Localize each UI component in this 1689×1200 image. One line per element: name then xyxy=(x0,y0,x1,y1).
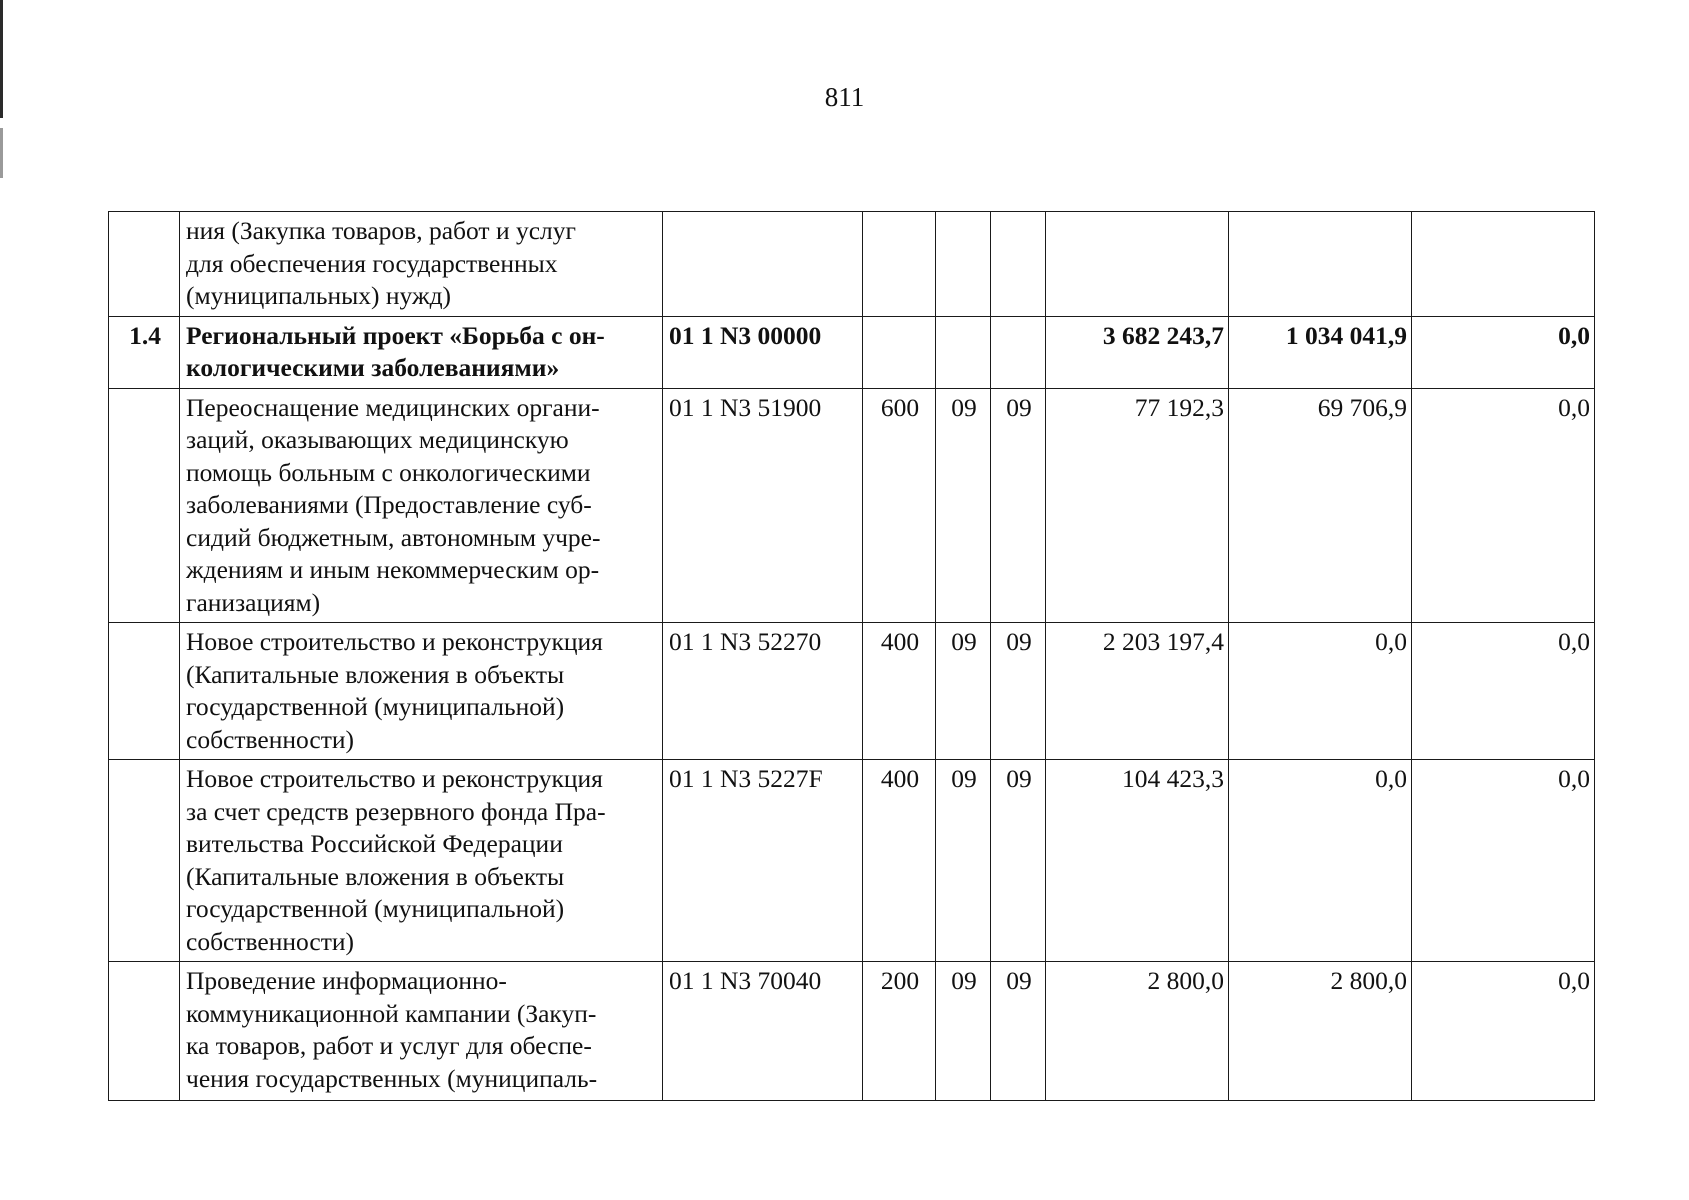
description-line: (муниципальных) нужд) xyxy=(186,281,452,310)
section-cell: 09 xyxy=(936,388,991,623)
description-line: заций, оказывающих медицинскую xyxy=(186,425,569,454)
section-cell: 09 xyxy=(936,760,991,962)
description-line: кологическими заболеваниями» xyxy=(186,353,560,382)
row-number-cell xyxy=(109,212,180,317)
expense-type-cell: 400 xyxy=(863,760,936,962)
description-line: собственности) xyxy=(186,926,354,956)
target-code-cell: 01 1 N3 52270 xyxy=(663,623,863,760)
table-row xyxy=(109,623,1595,760)
amount-year3-cell: 0,0 xyxy=(1412,316,1595,388)
subsection-cell xyxy=(991,316,1046,388)
subsection-cell: 09 xyxy=(991,760,1046,962)
row-number-cell xyxy=(109,623,180,760)
expense-type-cell: 400 xyxy=(863,623,936,760)
section-cell xyxy=(936,212,991,317)
description-line: чения государственных (муниципаль- xyxy=(186,1063,598,1093)
target-code-cell: 01 1 N3 70040 xyxy=(663,962,863,1101)
table-row xyxy=(109,962,1595,1101)
amount-year1-cell xyxy=(1046,212,1229,317)
description-line: ганизациям) xyxy=(186,587,321,617)
amount-year3-cell: 0,0 xyxy=(1412,760,1595,962)
description-line: (Капитальные вложения в объекты xyxy=(186,659,565,689)
amount-year1-cell: 77 192,3 xyxy=(1046,388,1229,623)
table-row xyxy=(109,388,1595,623)
row-number-cell: 1.4 xyxy=(109,316,180,388)
description-line: ния (Закупка товаров, работ и услуг xyxy=(186,216,576,245)
section-cell: 09 xyxy=(936,623,991,760)
description-line: собственности) xyxy=(186,724,354,754)
description-line: государственной (муниципальной) xyxy=(186,894,565,923)
amount-year1-cell: 2 800,0 xyxy=(1046,962,1229,1101)
description-line: сидий бюджетным, автономным учре- xyxy=(186,522,601,552)
amount-year2-cell: 2 800,0 xyxy=(1229,962,1412,1101)
description-line: Региональный проект «Борьба с он- xyxy=(186,320,605,350)
section-cell: 09 xyxy=(936,962,991,1101)
description-line: для обеспечения государственных xyxy=(186,248,558,278)
subsection-cell: 09 xyxy=(991,388,1046,623)
target-code-cell xyxy=(663,212,863,317)
table-body xyxy=(109,212,1595,1101)
amount-year1-cell: 104 423,3 xyxy=(1046,760,1229,962)
description-cell xyxy=(180,623,663,760)
description-line: государственной (муниципальной) xyxy=(186,692,565,721)
amount-year2-cell: 1 034 041,9 xyxy=(1229,316,1412,388)
expense-type-cell xyxy=(863,212,936,317)
row-number-cell xyxy=(109,760,180,962)
description-line: Новое строительство и реконструкция xyxy=(186,627,603,656)
description-line: ка товаров, работ и услуг для обеспе- xyxy=(186,1031,592,1060)
budget-table xyxy=(108,211,1595,1101)
description-line: коммуникационной кампании (Закуп- xyxy=(186,998,597,1028)
description-cell xyxy=(180,212,663,317)
target-code-cell: 01 1 N3 5227F xyxy=(663,760,863,962)
scan-edge-mark-lower xyxy=(0,128,3,178)
description-cell xyxy=(180,388,663,623)
target-code-cell: 01 1 N3 51900 xyxy=(663,388,863,623)
amount-year3-cell: 0,0 xyxy=(1412,623,1595,760)
subsection-cell: 09 xyxy=(991,962,1046,1101)
row-number-cell xyxy=(109,388,180,623)
amount-year2-cell: 0,0 xyxy=(1229,760,1412,962)
expense-type-cell: 600 xyxy=(863,388,936,623)
table-row xyxy=(109,212,1595,317)
description-line: Переоснащение медицинских органи- xyxy=(186,392,600,422)
table-row xyxy=(109,760,1595,962)
target-code-cell: 01 1 N3 00000 xyxy=(663,316,863,388)
description-line: заболеваниями (Предоставление суб- xyxy=(186,490,592,519)
amount-year2-cell: 69 706,9 xyxy=(1229,388,1412,623)
description-line: вительства Российской Федерации xyxy=(186,829,563,858)
amount-year3-cell: 0,0 xyxy=(1412,388,1595,623)
amount-year3-cell: 0,0 xyxy=(1412,962,1595,1101)
row-number-cell xyxy=(109,962,180,1101)
amount-year2-cell: 0,0 xyxy=(1229,623,1412,760)
page-number: 811 xyxy=(824,82,865,112)
amount-year3-cell xyxy=(1412,212,1595,317)
description-line: ждениям и иным некоммерческим ор- xyxy=(186,555,600,584)
amount-year2-cell xyxy=(1229,212,1412,317)
subsection-cell xyxy=(991,212,1046,317)
expense-type-cell xyxy=(863,316,936,388)
amount-year1-cell: 2 203 197,4 xyxy=(1046,623,1229,760)
description-line: помощь больным с онкологическими xyxy=(186,457,591,487)
description-line: (Капитальные вложения в объекты xyxy=(186,861,565,891)
description-cell xyxy=(180,760,663,962)
subsection-cell: 09 xyxy=(991,623,1046,760)
description-line: Проведение информационно- xyxy=(186,966,507,995)
description-cell xyxy=(180,316,663,388)
expense-type-cell: 200 xyxy=(863,962,936,1101)
section-cell xyxy=(936,316,991,388)
description-line: Новое строительство и реконструкция xyxy=(186,764,603,793)
table-row xyxy=(109,316,1595,388)
description-cell xyxy=(180,962,663,1101)
amount-year1-cell: 3 682 243,7 xyxy=(1046,316,1229,388)
description-line: за счет средств резервного фонда Пра- xyxy=(186,796,606,826)
